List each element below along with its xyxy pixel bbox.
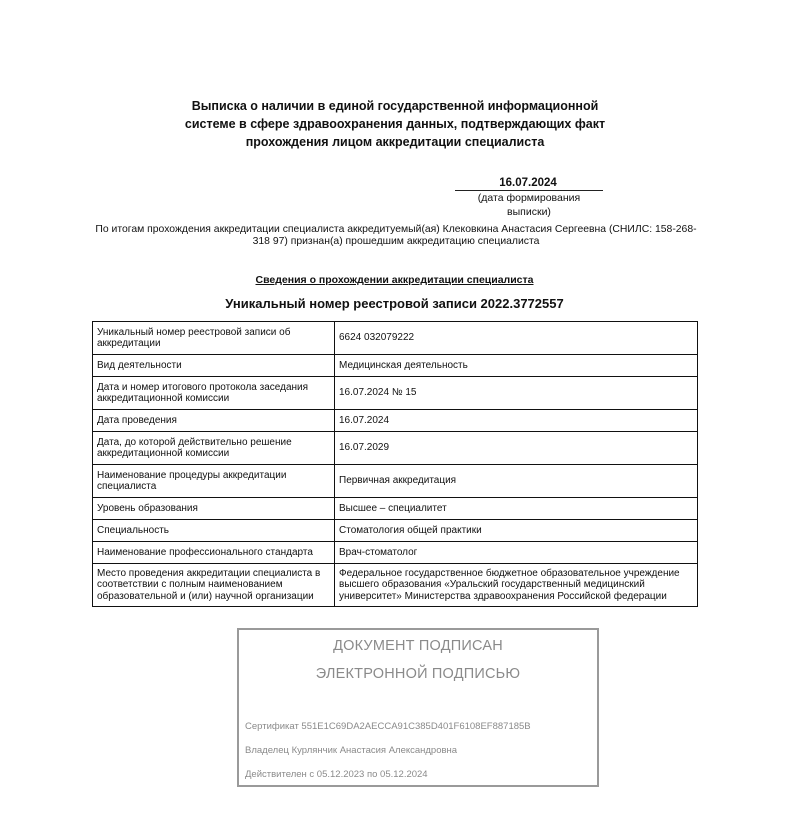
title-line-1: Выписка о наличии в единой государственной информационной xyxy=(191,99,599,113)
row-label: Дата проведения xyxy=(93,410,335,432)
title-line-3: прохождения лицом аккредитации специалиста xyxy=(245,135,545,149)
formation-date-block xyxy=(455,176,603,219)
row-label: Дата и номер итогового протокола заседания аккредитационной комиссии xyxy=(93,377,335,410)
row-value: 16.07.2029 xyxy=(335,432,698,465)
intro-text: По итогам прохождения аккредитации специалиста аккредитуемый(ая) Клековкина Анастасия Сергеевна (СНИЛС: 158-268-318 97) признан(а) прошедшим аккредитацию специалиста xyxy=(95,224,697,247)
table-row xyxy=(93,465,698,498)
row-label: Наименование профессионального стандарта xyxy=(93,542,335,564)
row-label: Уникальный номер реестровой записи об аккредитации xyxy=(93,322,335,355)
table-row xyxy=(93,564,698,607)
stamp-validity: Действителен с 05.12.2023 по 05.12.2024 xyxy=(245,769,428,780)
row-value: Медицинская деятельность xyxy=(335,355,698,377)
table-row xyxy=(93,355,698,377)
stamp-owner: Владелец Курлянчик Анастасия Александровна xyxy=(245,745,458,756)
stamp-certificate: Сертификат 551E1C69DA2AECCA91C385D401F6108EF887185B xyxy=(245,721,531,732)
electronic-signature-stamp xyxy=(237,628,599,787)
record-number-title: Уникальный номер реестровой записи 2022.3772557 xyxy=(225,296,564,311)
row-value: Врач-стоматолог xyxy=(335,542,698,564)
row-label: Место проведения аккредитации специалиста в соответствии с полным наименованием образовательной и (или) научной организации xyxy=(93,564,335,607)
table-row xyxy=(93,432,698,465)
document-title xyxy=(150,97,640,151)
table-row xyxy=(93,410,698,432)
table-row xyxy=(93,322,698,355)
row-value: Стоматология общей практики xyxy=(335,520,698,542)
table-row xyxy=(93,377,698,410)
row-value: Высшее – специалитет xyxy=(335,498,698,520)
stamp-line-electronic: ЭЛЕКТРОННОЙ ПОДПИСЬЮ xyxy=(315,666,521,682)
row-label: Дата, до которой действительно решение аккредитационной комиссии xyxy=(93,432,335,465)
table-row xyxy=(93,498,698,520)
accreditation-info-table xyxy=(92,321,698,607)
row-label: Наименование процедуры аккредитации специалиста xyxy=(93,465,335,498)
formation-date-caption: (дата формирования выписки) xyxy=(477,192,581,218)
row-value: 16.07.2024 № 15 xyxy=(335,377,698,410)
section-title: Сведения о прохождении аккредитации специалиста xyxy=(255,274,534,286)
row-value: Федеральное государственное бюджетное образовательное учреждение высшего образования «Уральский государственный медицинский университет» Министерства здравоохранения Российской федерации xyxy=(335,564,698,607)
row-value: Первичная аккредитация xyxy=(335,465,698,498)
row-label: Специальность xyxy=(93,520,335,542)
table-row xyxy=(93,542,698,564)
stamp-line-signed: ДОКУМЕНТ ПОДПИСАН xyxy=(333,638,503,654)
row-label: Уровень образования xyxy=(93,498,335,520)
table-row xyxy=(93,520,698,542)
formation-date: 16.07.2024 xyxy=(455,176,603,191)
title-line-2: системе в сфере здравоохранения данных, подтверждающих факт xyxy=(184,117,606,131)
row-label: Вид деятельности xyxy=(93,355,335,377)
row-value: 16.07.2024 xyxy=(335,410,698,432)
row-value: 6624 032079222 xyxy=(335,322,698,355)
